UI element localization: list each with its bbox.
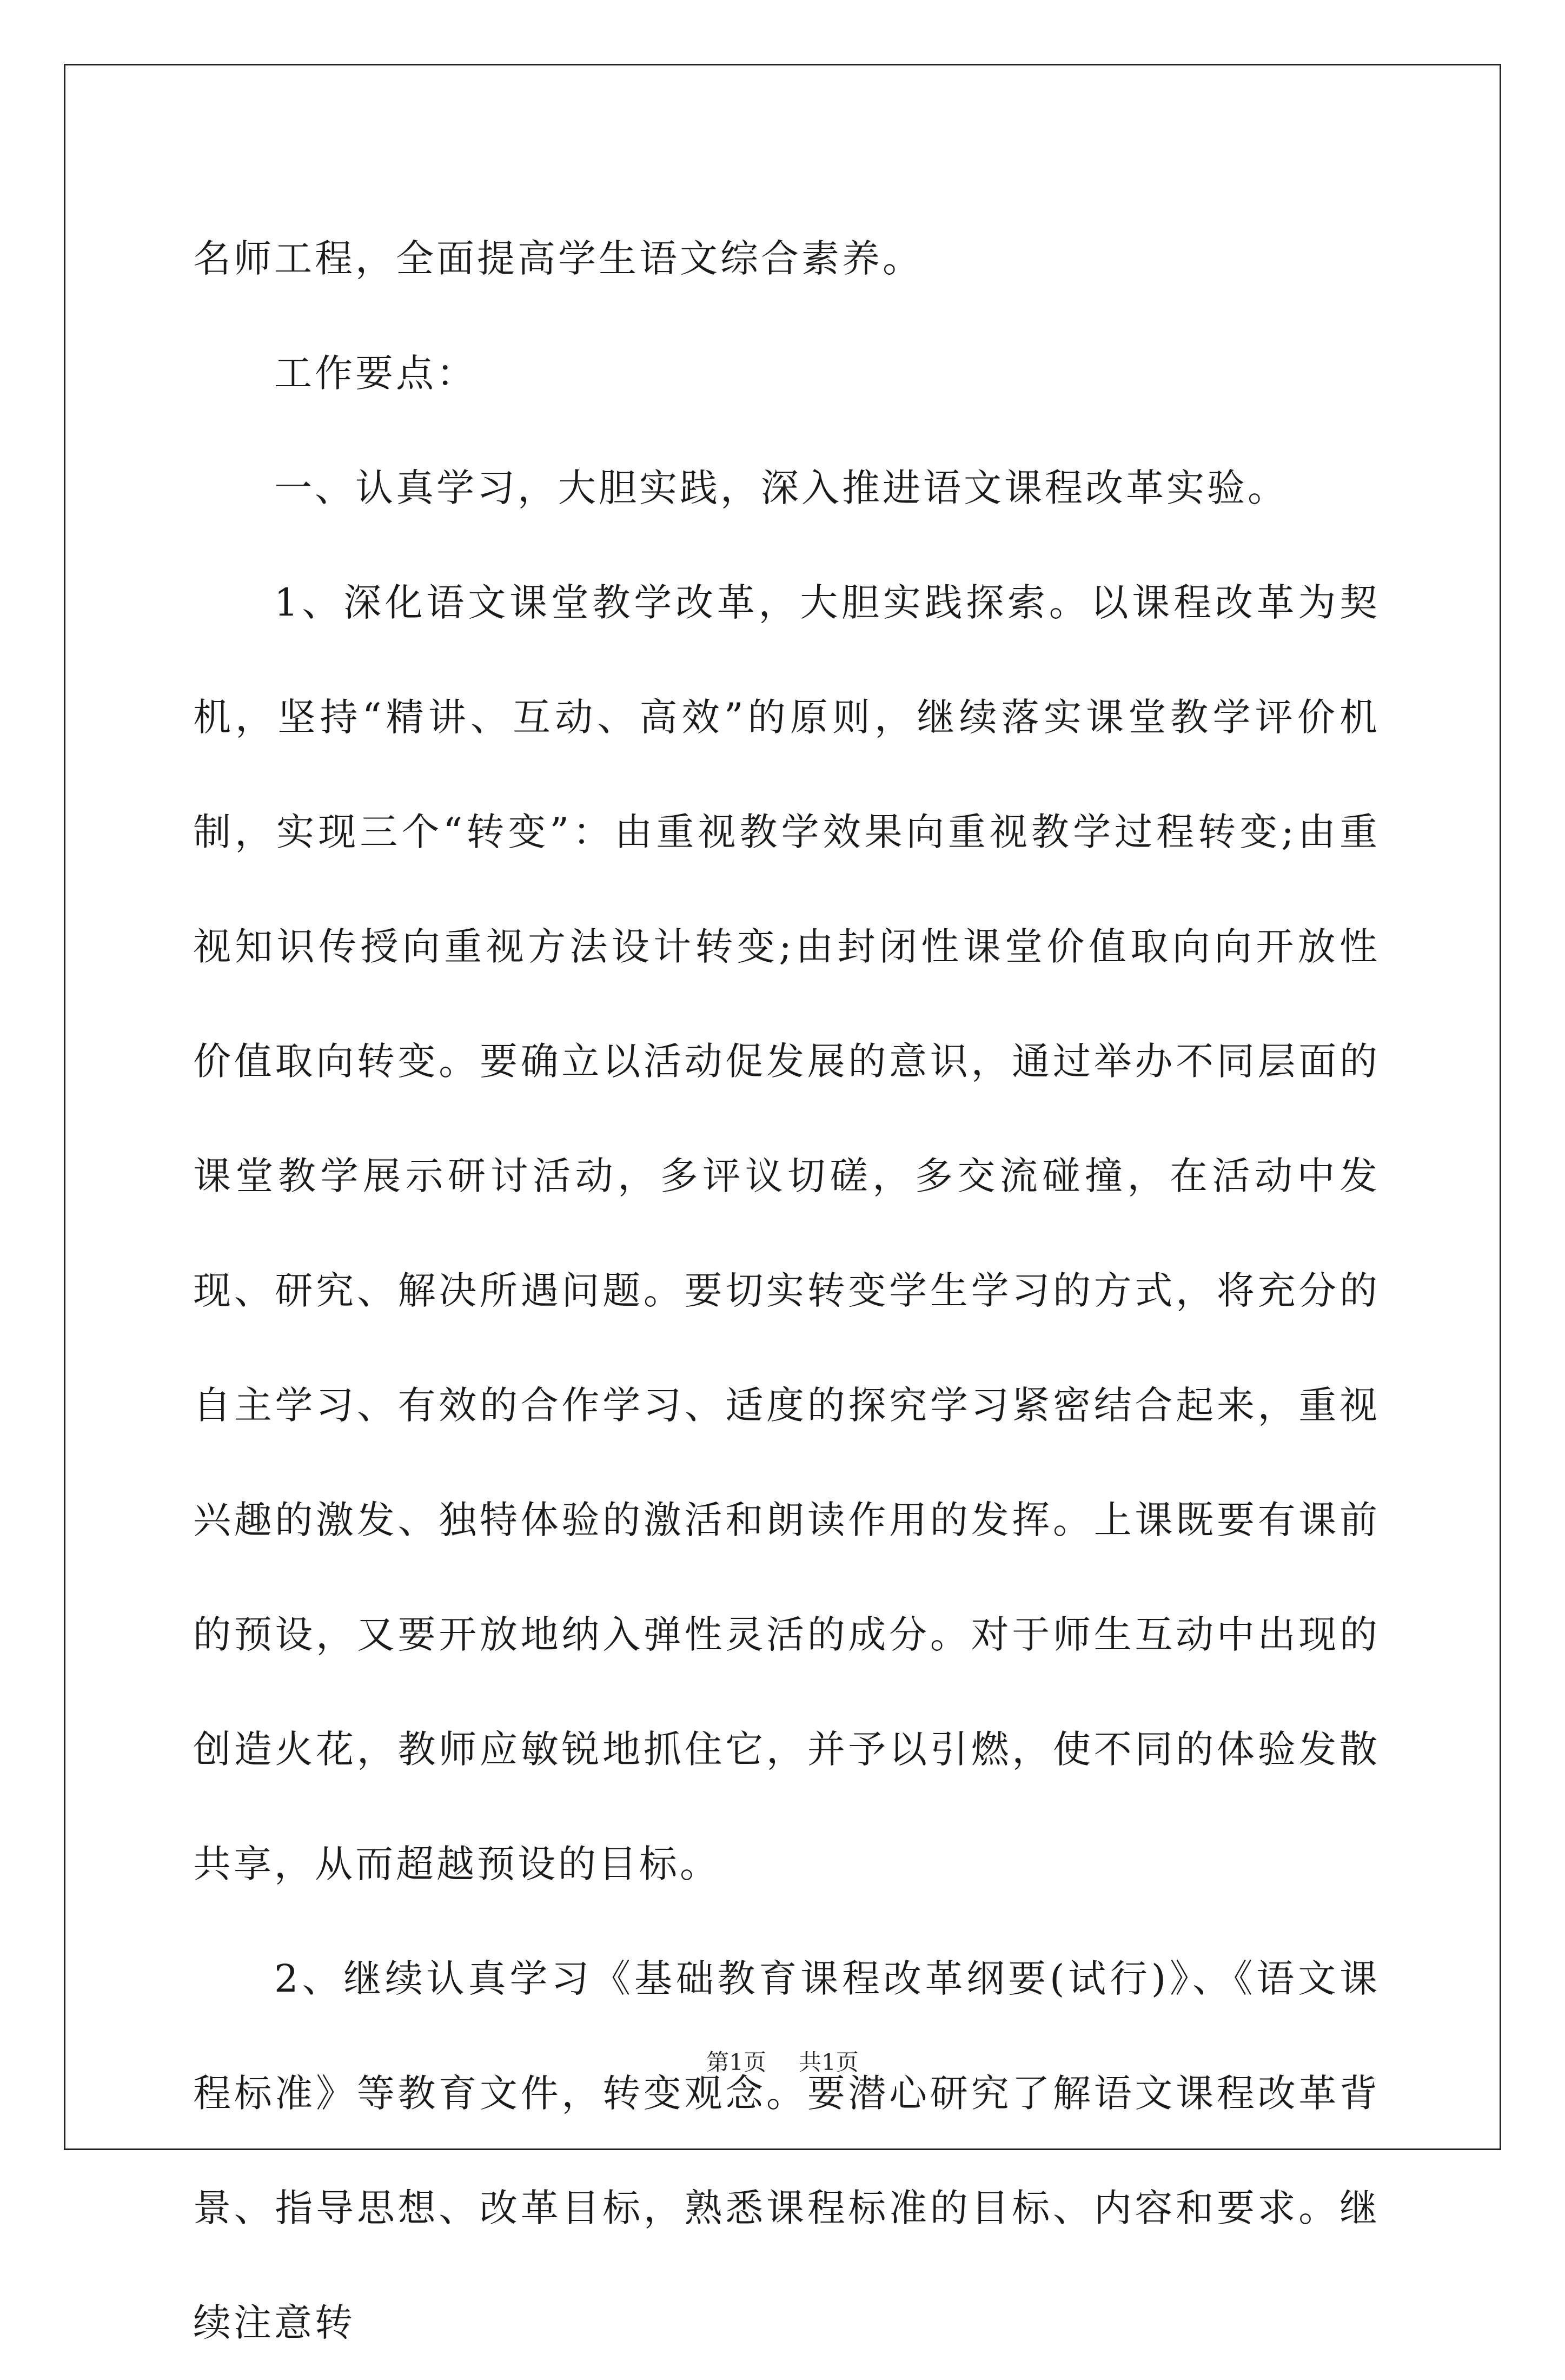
page-footer — [0, 2045, 1565, 2077]
paragraph-2: 工作要点： — [274, 351, 477, 395]
paragraph-1: 名师工程，全面提高学生语文综合素养。 — [193, 236, 923, 281]
page-total: 共1页 — [799, 2049, 859, 2075]
page-number: 第1页 — [706, 2049, 766, 2075]
paragraph-5: 2、继续认真学习《基础教育课程改革纲要(试行)》、《语文课程标准》等教育文件，转变观念。要潜心研究了解语文课程改革背景、指导思想、改革目标，熟悉课程标准的目标、内容和要求。继续注意转 — [193, 1956, 1380, 2345]
paragraph-3: 一、认真学习，大胆实践，深入推进语文课程改革实验。 — [274, 466, 1288, 510]
paragraph-4: 1、深化语文课堂教学改革，大胆实践探索。以课程改革为契机，坚持“精讲、互动、高效”的原则，继续落实课堂教学评价机制，实现三个“转变”：由重视教学效果向重视教学过程转变;由重视知识传授向重视方法设计转变;由封闭性课堂价值取向向开放性价值取向转变。要确立以活动促发展的意识，通过举办不同层面的课堂教学展示研讨活动，多评议切磋，多交流碰撞，在活动中发现、研究、解决所遇问题。要切实转变学生学习的方式，将充分的自主学习、有效的合作学习、适度的探究学习紧密结合起来，重视兴趣的激发、独特体验的激活和朗读作用的发挥。上课既要有课前的预设，又要开放地纳入弹性灵活的成分。对于师生互动中出现的创造火花，教师应敏锐地抓住它，并予以引燃，使不同的体验发散共享，从而超越预设的目标。 — [193, 580, 1380, 1886]
